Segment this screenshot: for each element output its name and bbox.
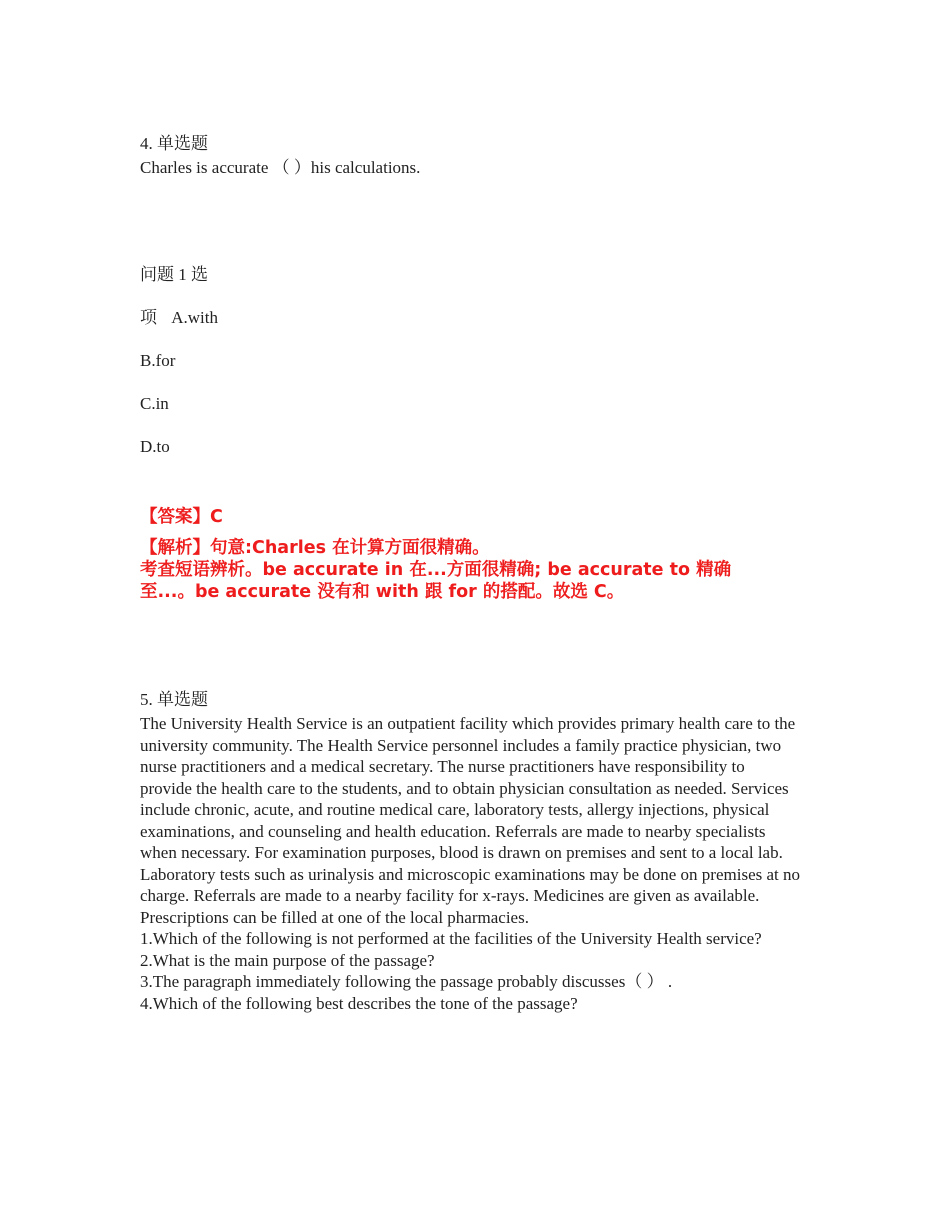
- option-a: [140, 307, 218, 329]
- answer-text: 【答案】C: [140, 507, 223, 527]
- option-c: C.in: [140, 394, 169, 413]
- option-b: B.for: [140, 351, 176, 370]
- sub-question-1: 1.Which of the following is not performed at the facilities of the University Health service?: [140, 929, 762, 948]
- sub-question-3: 3.The paragraph immediately following the passage probably discusses（ ） .: [140, 972, 673, 991]
- analysis-line-1: 【解析】句意:Charles 在计算方面很精确。: [140, 538, 490, 558]
- sub-question-2: 2.What is the main purpose of the passage?: [140, 950, 435, 970]
- question-5-body: [140, 713, 800, 1014]
- answer-block: [140, 506, 800, 603]
- analysis-line-2: 考查短语辨析。be accurate in 在...方面很精确; be accurate to 精确至...。be accurate 没有和 with 跟 for 的搭配。故选 C。: [140, 560, 732, 602]
- options-label: 问题 1 选: [140, 265, 208, 284]
- question-5-heading: 5. 单选题: [140, 690, 208, 709]
- question-4-stem: Charles is accurate （ ）his calculations.: [140, 158, 421, 177]
- question-4-heading: 4. 单选题: [140, 134, 208, 153]
- options-label-cont: 项: [140, 308, 157, 327]
- option-d: D.to: [140, 437, 170, 456]
- sub-question-4: 4.Which of the following best describes the tone of the passage?: [140, 993, 578, 1013]
- question-5-passage: The University Health Service is an outpatient facility which provides primary health care to the university community. The Health Service personnel includes a family practice physician, two nurse practitioners and a medical secretary. The nurse practitioners have responsibility to provide the health care to the students, and to obtain physician consultation as needed. Services include chronic, acute, and routine medical care, laboratory tests, allergy injections, physical examinations, and counseling and health education. Referrals are made to nearby specialists when necessary. For examination purposes, blood is drawn on premises and sent to a local lab. Laboratory tests such as urinalysis and microscopic examinations may be done on premises at no charge. Referrals are made to a nearby facility for x-rays. Medicines are given as available. Prescriptions can be filled at one of the local pharmacies.: [140, 714, 801, 927]
- option-a-text: A.with: [171, 308, 218, 327]
